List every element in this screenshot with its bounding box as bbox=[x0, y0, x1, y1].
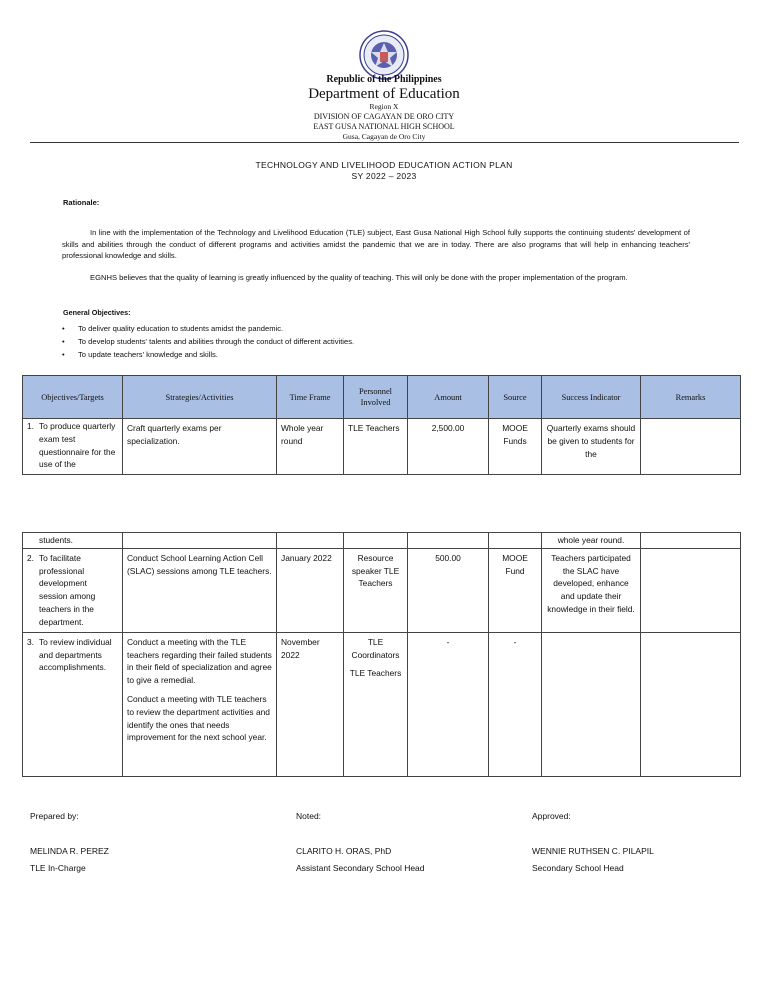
objective-item: • To develop students' talents and abilities through the conduct of different activities. bbox=[78, 335, 354, 348]
rationale-label: Rationale: bbox=[63, 198, 100, 207]
cell-objective bbox=[23, 548, 123, 632]
header-personnel: Personnel Involved bbox=[344, 376, 408, 419]
rationale-paragraph-1: In line with the implementation of the Technology and Livelihood Education (TLE) subject, East Gusa National High School fully supports the continuing students' development of skills and abilities through the conduct of different programs and activities amidst the pandemic that we are in today. There are also programs that will help in enhancing teachers' professional knowledge and skills. bbox=[62, 228, 690, 260]
objectives-label: General Objectives: bbox=[63, 308, 131, 317]
noted-label: Noted: bbox=[296, 811, 322, 821]
cell-success-indicator: Quarterly exams should be given to students for the bbox=[542, 419, 641, 475]
cell-strategy bbox=[123, 632, 277, 776]
table-row bbox=[23, 533, 741, 549]
cell-amount: 500.00 bbox=[408, 548, 489, 632]
objective-text: To facilitate professional development session among teachers in the department. bbox=[39, 552, 96, 627]
table-header-row bbox=[23, 376, 741, 419]
deped-seal-logo bbox=[359, 30, 409, 80]
strategy-item: Conduct a meeting with TLE teachers to review the department activities and identify the ones that needs improvement for the next school year. bbox=[127, 693, 270, 743]
school-year: SY 2022 – 2023 bbox=[351, 171, 417, 181]
division-line: DIVISION OF CAGAYAN DE ORO CITY bbox=[313, 112, 455, 121]
approved-label: Approved: bbox=[532, 811, 571, 821]
noted-name: CLARITO H. ORAS, PhD bbox=[296, 846, 392, 856]
cell-remarks bbox=[641, 548, 741, 632]
table-row bbox=[23, 632, 741, 776]
cell-strategy: Conduct School Learning Action Cell (SLAC) sessions among TLE teachers. bbox=[123, 548, 277, 632]
cell-empty bbox=[277, 533, 344, 549]
cell-empty bbox=[344, 533, 408, 549]
table-row bbox=[23, 419, 741, 475]
cell-objective bbox=[23, 419, 123, 475]
table-row bbox=[23, 548, 741, 632]
cell-objective-cont: students. bbox=[23, 533, 123, 549]
objective-item: • To deliver quality education to students amidst the pandemic. bbox=[78, 322, 354, 335]
department-title: Department of Education bbox=[308, 86, 460, 102]
address-line: Gusa, Cagayan de Oro City bbox=[342, 132, 426, 141]
republic-line: Republic of the Philippines bbox=[326, 74, 442, 85]
cell-time-frame: January 2022 bbox=[277, 548, 344, 632]
row-number: 3. bbox=[27, 636, 34, 647]
objective-item: • To update teachers' knowledge and skills. bbox=[78, 348, 354, 361]
cell-strategy: Craft quarterly exams per specialization. bbox=[123, 419, 277, 475]
rationale-paragraph-2: EGNHS believes that the quality of learning is greatly influenced by the quality of teaching. This will only be done with the proper implementation of the program. bbox=[90, 273, 628, 282]
header-time-frame: Time Frame bbox=[277, 376, 344, 419]
cell-remarks bbox=[641, 419, 741, 475]
cell-personnel: Resource speaker TLE Teachers bbox=[344, 548, 408, 632]
cell-amount: - bbox=[408, 632, 489, 776]
cell-source: MOOE Fund bbox=[489, 548, 542, 632]
approved-position: Secondary School Head bbox=[532, 863, 624, 873]
cell-amount: 2,500.00 bbox=[408, 419, 489, 475]
cell-success-indicator: Teachers participated the SLAC have developed, enhance and update their knowledge in their field. bbox=[542, 548, 641, 632]
cell-time-frame: November 2022 bbox=[277, 632, 344, 776]
header-divider bbox=[30, 142, 739, 143]
noted-position: Assistant Secondary School Head bbox=[296, 863, 425, 873]
cell-objective bbox=[23, 632, 123, 776]
cell-empty bbox=[408, 533, 489, 549]
personnel-item: TLE Teachers bbox=[349, 668, 402, 679]
prepared-by-position: TLE In-Charge bbox=[30, 863, 86, 873]
header-source: Source bbox=[489, 376, 542, 419]
cell-source: - bbox=[489, 632, 542, 776]
header-success-indicator: Success Indicator bbox=[542, 376, 641, 419]
personnel-item: TLE Coordinators bbox=[351, 636, 400, 660]
objective-text: To produce quarterly exam test questionnaire for the use of the bbox=[39, 421, 116, 470]
cell-remarks bbox=[641, 632, 741, 776]
cell-success-indicator-cont: whole year round. bbox=[542, 533, 641, 549]
approved-name: WENNIE RUTHSEN C. PILAPIL bbox=[532, 846, 654, 856]
cell-success-indicator bbox=[542, 632, 641, 776]
cell-empty bbox=[489, 533, 542, 549]
cell-personnel bbox=[344, 632, 408, 776]
cell-time-frame: Whole year round bbox=[277, 419, 344, 475]
header-strategies: Strategies/Activities bbox=[123, 376, 277, 419]
prepared-by-label: Prepared by: bbox=[30, 811, 79, 821]
objective-text: To review individual and departments accomplishments. bbox=[39, 636, 112, 673]
action-plan-table-part-2 bbox=[22, 532, 741, 777]
strategy-item: Conduct a meeting with the TLE teachers regarding their failed students in their field of specialization and agree to give a remedial. bbox=[127, 636, 272, 686]
prepared-by-name: MELINDA R. PEREZ bbox=[30, 846, 109, 856]
cell-personnel: TLE Teachers bbox=[344, 419, 408, 475]
cell-empty bbox=[641, 533, 741, 549]
objectives-list bbox=[60, 322, 354, 361]
row-number: 2. bbox=[27, 552, 34, 563]
region-line: Region X bbox=[369, 102, 399, 111]
header-remarks: Remarks bbox=[641, 376, 741, 419]
action-plan-table-part-1 bbox=[22, 375, 741, 475]
cell-source: MOOE Funds bbox=[489, 419, 542, 475]
cell-empty bbox=[123, 533, 277, 549]
document-title: TECHNOLOGY AND LIVELIHOOD EDUCATION ACTION PLAN bbox=[255, 160, 513, 170]
header-objectives: Objectives/Targets bbox=[23, 376, 123, 419]
header-amount: Amount bbox=[408, 376, 489, 419]
row-number: 1. bbox=[27, 421, 34, 431]
school-line: EAST GUSA NATIONAL HIGH SCHOOL bbox=[313, 122, 455, 131]
